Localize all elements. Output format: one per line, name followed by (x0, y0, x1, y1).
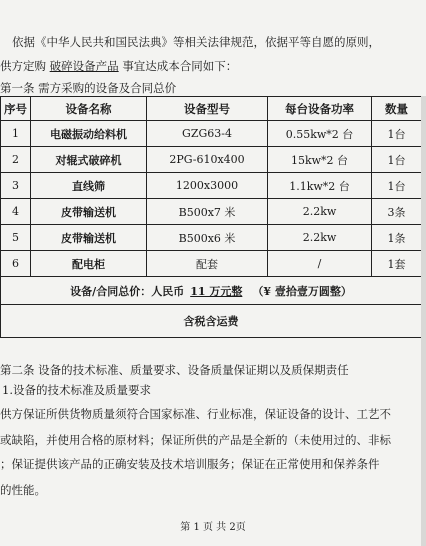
cell-no: 2 (1, 147, 31, 173)
cell-qty: 1台 (372, 121, 422, 147)
cell-no: 4 (1, 199, 31, 225)
cell-power: 0.55kw*2 台 (268, 121, 372, 147)
table-row (1, 121, 422, 147)
cell-name: 皮带输送机 (31, 199, 147, 225)
cell-power: 2.2kw (268, 199, 372, 225)
cell-model: B500x6 米 (147, 225, 268, 251)
cell-name: 配电柜 (31, 251, 147, 277)
header-name: 设备名称 (31, 97, 147, 121)
table-row (1, 225, 422, 251)
cell-name: 电磁振动给料机 (31, 121, 147, 147)
intro-prefix: 供方定购 (0, 59, 46, 73)
cell-no: 5 (1, 225, 31, 251)
header-model: 设备型号 (147, 97, 268, 121)
table-header-row (1, 97, 422, 121)
cell-model: 配套 (147, 251, 268, 277)
cell-name: 皮带输送机 (31, 225, 147, 251)
total-capital: （¥ 壹拾壹万圆整） (252, 284, 352, 298)
intro-line-1: 依据《中华人民共和国民法典》等相关法律规范，依据平等自愿的原则， (12, 35, 380, 49)
article-2-title: 第二条 设备的技术标准、质量要求、设备质量保证期以及质保期责任 (0, 363, 349, 377)
cell-model: 1200x3000 (147, 173, 268, 199)
cell-qty: 1套 (372, 251, 422, 277)
header-no: 序号 (1, 97, 31, 121)
intro-line-2 (0, 58, 237, 74)
table-row (1, 173, 422, 199)
cell-qty: 1台 (372, 173, 422, 199)
cell-model: 2PG-610x400 (147, 147, 268, 173)
cell-model: B500x7 米 (147, 199, 268, 225)
article-2-paragraph-line-4: 的性能。 (0, 483, 46, 497)
table-row (1, 147, 422, 173)
cell-name: 直线筛 (31, 173, 147, 199)
total-row (1, 277, 422, 305)
article-2-paragraph-line-3: ；保证提供该产品的正确安装及技术培训服务；保证在正常使用和保养条件 (0, 457, 380, 471)
total-amount: 11 万元整 (190, 284, 243, 298)
cell-power: 2.2kw (268, 225, 372, 251)
cell-model: GZG63-4 (147, 121, 268, 147)
article-1-title: 第一条 需方采购的设备及合同总价 (0, 81, 177, 95)
cell-qty: 1台 (372, 147, 422, 173)
tax-row (1, 305, 422, 338)
total-cell (1, 277, 422, 305)
header-qty: 数量 (372, 97, 422, 121)
cell-power: 15kw*2 台 (268, 147, 372, 173)
table-row (1, 251, 422, 277)
cell-qty: 3条 (372, 199, 422, 225)
tax-note: 含税含运费 (1, 305, 422, 338)
cell-power: 1.1kw*2 台 (268, 173, 372, 199)
cell-name: 对辊式破碎机 (31, 147, 147, 173)
article-2-paragraph-line-1: 供方保证所供货物质量须符合国家标准、行业标准，保证设备的设计、工艺不 (0, 407, 391, 421)
cell-power: / (268, 251, 372, 277)
total-label: 设备/合同总价：人民币 (70, 284, 185, 298)
cell-qty: 1条 (372, 225, 422, 251)
equipment-table (0, 96, 422, 338)
page-footer: 第 1 页 共 2页 (180, 522, 246, 533)
intro-product-underlined: 破碎设备产品 (49, 59, 119, 73)
header-power: 每台设备功率 (268, 97, 372, 121)
article-2-subsection-1: 1.设备的技术标准及质量要求 (2, 383, 151, 397)
cell-no: 1 (1, 121, 31, 147)
page-edge-shadow (421, 96, 426, 546)
intro-suffix: 事宜达成本合同如下： (122, 59, 238, 73)
article-2-paragraph-line-2: 或缺陷，并使用合格的原材料；保证所供的产品是全新的（未使用过的、非标 (0, 433, 391, 447)
cell-no: 6 (1, 251, 31, 277)
table-row (1, 199, 422, 225)
cell-no: 3 (1, 173, 31, 199)
